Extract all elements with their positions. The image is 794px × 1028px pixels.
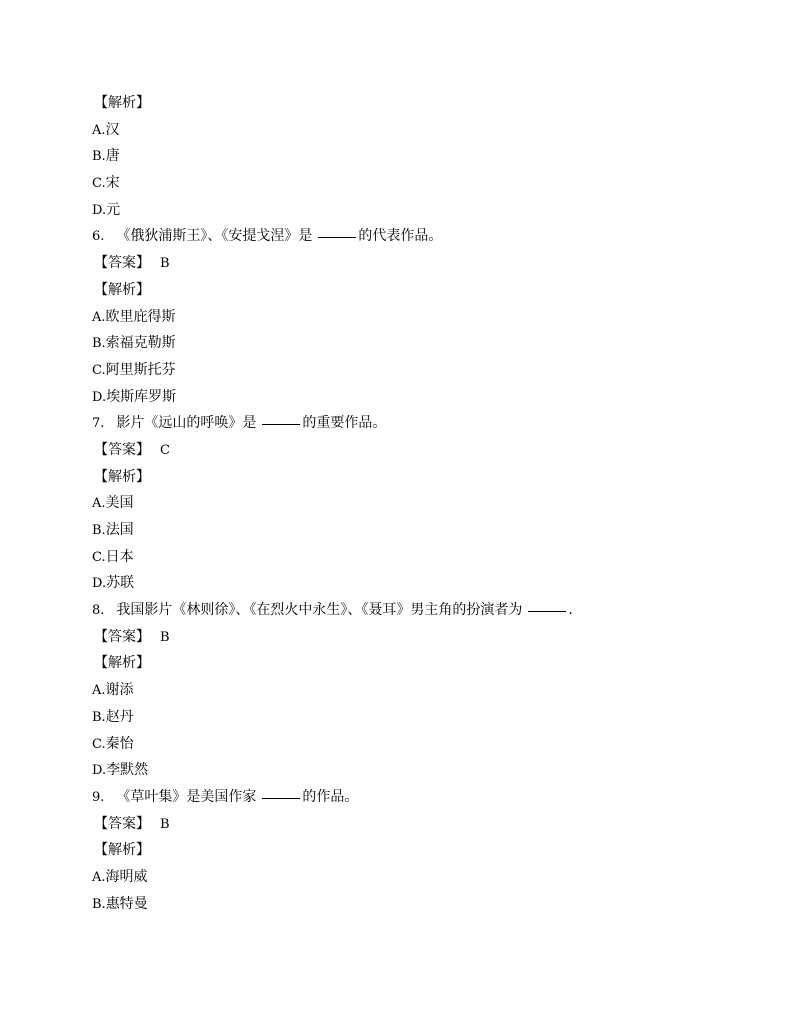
analysis-heading: 【解析】 [94,655,150,672]
option-line: B.赵丹 [92,708,134,725]
analysis-heading: 【解析】 [94,281,150,298]
option-line: B.索福克勒斯 [92,335,176,352]
option-line: D.元 [92,201,121,218]
question-6: 6. 《俄狄浦斯王》、《安提戈涅》是 的代表作品。 [92,223,712,250]
answer-blank [528,597,566,612]
answer-blank [262,410,300,425]
question-9: 9. 《草叶集》是美国作家 的作品。 [92,784,712,811]
option-line: A.美国 [92,495,134,512]
option-line: B.法国 [92,522,134,538]
question-7: 7. 影片《远山的呼唤》是 的重要作品。 [92,410,712,437]
answer-line: 【答案】 B [94,255,170,272]
option-line: B.唐 [92,148,120,165]
question-8: 8. 我国影片《林则徐》、《在烈火中永生》、《聂耳》男主角的扮演者为 . [92,597,712,624]
answer-line: 【答案】 B [94,628,170,645]
option-line: A.欧里庇得斯 [92,308,176,325]
analysis-heading: 【解析】 [94,842,150,859]
analysis-heading: 【解析】 [94,95,150,111]
option-line: C.宋 [92,175,120,192]
answer-line: 【答案】 C [94,441,170,458]
analysis-heading: 【解析】 [94,468,150,485]
answer-line: 【答案】 B [94,815,170,832]
option-line: B.惠特曼 [92,895,148,912]
option-line: C.阿里斯托芬 [92,361,176,378]
option-line: C.秦怡 [92,735,134,752]
option-line: A.谢添 [92,682,134,699]
answer-blank [262,784,300,799]
option-line: C.日本 [92,548,134,565]
option-line: A.海明威 [92,868,148,885]
option-line: A.汉 [92,121,120,138]
option-line: D.苏联 [92,575,135,592]
option-line: D.李默然 [92,762,149,779]
answer-blank [318,223,356,238]
document-content [92,90,712,917]
option-line: D.埃斯库罗斯 [92,388,177,405]
